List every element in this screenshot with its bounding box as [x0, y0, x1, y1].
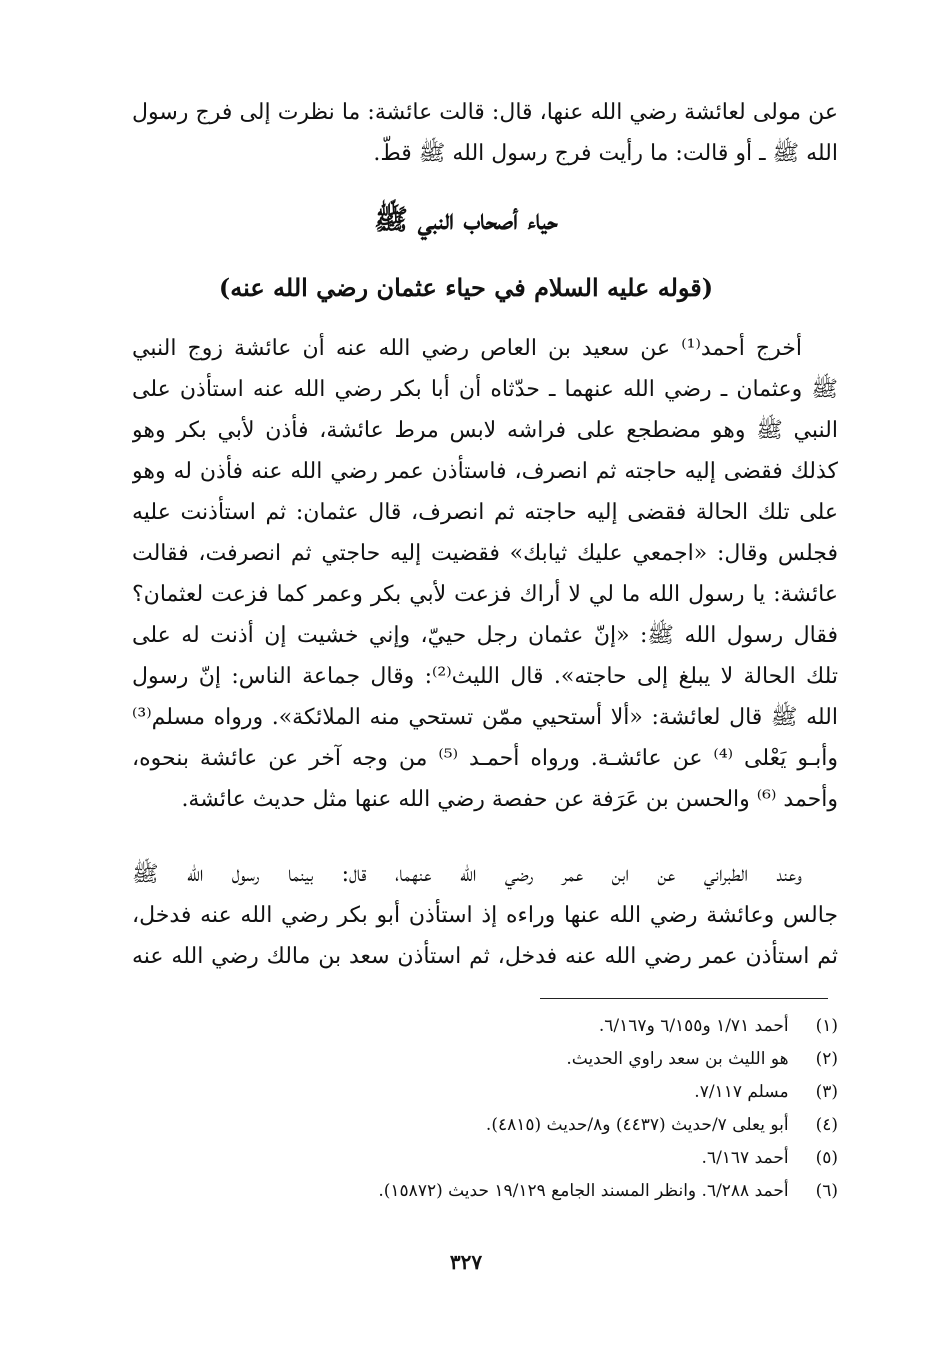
text-line: فقال رسول الله ﷺ: «إنّ عثمان رجل حييّ، وإني خشيت إن أذنت له على — [132, 623, 838, 648]
text-line: النبي ﷺ وهو مضطجع على فراشه لابس مرط عائشة، فأذن لأبي بكر وهو — [132, 418, 838, 443]
text-line: الله ﷺ قال لعائشة: «ألا أستحيي ممّن تستحي منه الملائكة». ورواه مسلم⁽³⁾ — [132, 705, 838, 730]
footnotes — [132, 1010, 838, 1208]
paragraph-one — [132, 328, 838, 820]
page-number: ٣٢٧ — [449, 1250, 483, 1274]
text-line: ﷺ وعثمان ـ رضي الله عنهما ـ حدّثاه أن أبا بكر رضي الله عنه استأذن على — [132, 377, 838, 402]
footnote-text: أحمد ١/٧١ و٦/١٥٥ و٦/١٦٧. — [598, 1016, 789, 1036]
subsection-heading: (قوله عليه السلام في حياء عثمان رضي الله عنه) — [218, 273, 714, 302]
footnote-number: (١) — [815, 1016, 838, 1036]
footnote-text: أحمد ٦/٢٨٨. وانظر المسند الجامع ١٩/١٢٩ حديث (١٥٨٧٢). — [378, 1181, 789, 1201]
text-line: ثم استأذن عمر رضي الله عنه فدخل، ثم استأذن سعد بن مالك رضي الله عنه — [132, 944, 838, 969]
footnote-item — [132, 1010, 838, 1043]
text-line: وأبـو يَعْلى ⁽⁴⁾ عن عائشـة. ورواه أحمـد ⁽⁵⁾ من وجه آخر عن عائشة بنحوه، — [132, 746, 838, 771]
footnote-text: أحمد ٦/١٦٧. — [701, 1148, 789, 1168]
footnote-item — [132, 1109, 838, 1142]
section-heading: حياء أصحاب النبي ﷺ — [374, 203, 558, 236]
footnote-text: هو الليث بن سعد راوي الحديث. — [566, 1049, 789, 1069]
text-line: كذلك فقضى إليه حاجته ثم انصرف، فاستأذن عمر رضي الله عنه فأذن له وهو — [132, 459, 838, 484]
footnote-number: (٣) — [815, 1082, 838, 1102]
footnote-item — [132, 1043, 838, 1076]
text-line: وعند الطبراني عن ابن عمر رضي الله عنهما، قال: بينما رسول الله ﷺ — [132, 862, 802, 887]
footnote-item — [132, 1175, 838, 1208]
text-line: جالس وعائشة رضي الله عنها وراءه إذ استأذن أبو بكر رضي الله عنه فدخل، — [132, 903, 838, 928]
footnote-number: (٢) — [815, 1049, 838, 1069]
footnote-text: مسلم ٧/١١٧. — [694, 1082, 789, 1102]
footnote-number: (٥) — [815, 1148, 838, 1168]
text-line: على تلك الحالة فقضى إليه حاجته ثم انصرف، قال عثمان: ثم استأذنت عليه — [132, 500, 838, 525]
footnote-text: أبو يعلى ٧/حديث (٤٤٣٧) و٨/حديث (٤٨١٥). — [485, 1115, 789, 1135]
text-line: عن مولى لعائشة رضي الله عنها، قال: قالت عائشة: ما نظرت إلى فرج رسول — [132, 100, 838, 125]
text-line: تلك الحالة لا يبلغ إلى حاجته». قال الليث⁽²⁾: وقال جماعة الناس: إنّ رسول — [132, 664, 838, 689]
footnote-separator — [540, 998, 828, 999]
footnote-number: (٦) — [815, 1181, 838, 1201]
footnote-number: (٤) — [815, 1115, 838, 1135]
text-line: وأحمد ⁽⁶⁾ والحسن بن عَرَفة عن حفصة رضي الله عنها مثل حديث عائشة. — [181, 787, 838, 812]
footnote-item — [132, 1142, 838, 1175]
top-paragraph — [132, 92, 838, 174]
text-line: فجلس وقال: «اجمعي عليك ثيابك» فقضيت إليه حاجتي ثم انصرفت، فقالت — [132, 541, 838, 566]
text-line: الله ﷺ ـ أو قالت: ما رأيت فرج رسول الله ﷺ قطّ. — [373, 141, 838, 166]
text-line: أخرج أحمد⁽¹⁾ عن سعيد بن العاص رضي الله عنه أن عائشة زوج النبي — [132, 336, 802, 361]
text-line: عائشة: يا رسول الله ما لي لا أراك فزعت لأبي بكر وعمر كما فزعت لعثمان؟ — [132, 582, 838, 607]
paragraph-two — [132, 854, 838, 977]
footnote-item — [132, 1076, 838, 1109]
